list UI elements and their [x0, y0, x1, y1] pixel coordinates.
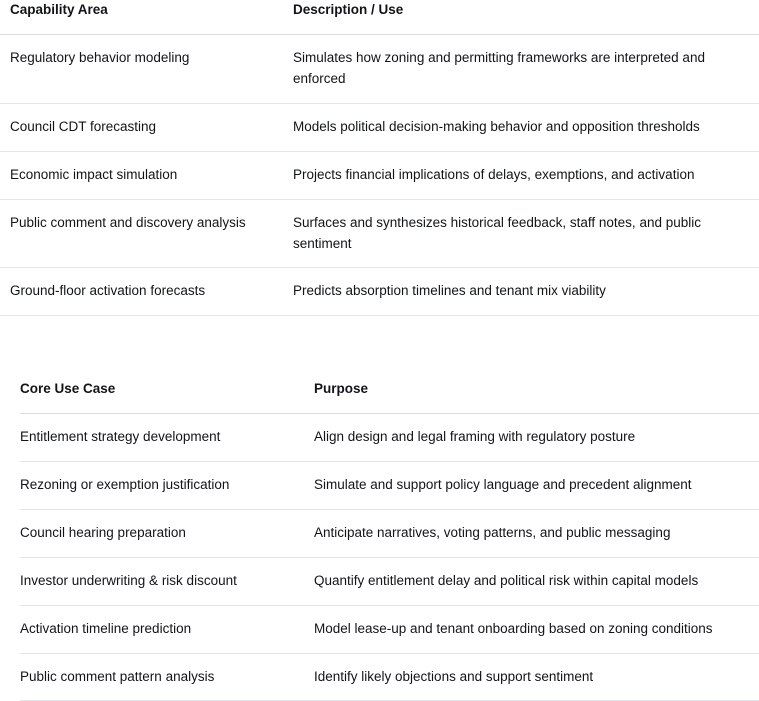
cell-purpose: Align design and legal framing with regulatory posture: [314, 413, 759, 461]
cell-core-use-case: Investor underwriting & risk discount: [20, 557, 314, 605]
table-row: [0, 199, 759, 268]
table-row: [0, 34, 759, 103]
cell-description: Simulates how zoning and permitting frameworks are interpreted and enforced: [293, 34, 759, 103]
cell-purpose: Model lease-up and tenant onboarding based on zoning conditions: [314, 605, 759, 653]
column-header-capability-area: Capability Area: [0, 0, 293, 34]
table-row: [20, 461, 759, 509]
cell-core-use-case: Public comment pattern analysis: [20, 653, 314, 701]
cell-description: Surfaces and synthesizes historical feedback, staff notes, and public sentiment: [293, 199, 759, 268]
table-row: [20, 653, 759, 701]
table-row: [0, 103, 759, 151]
table-block-core-use-case: [0, 379, 759, 701]
cell-capability-area: Regulatory behavior modeling: [0, 34, 293, 103]
cell-core-use-case: Entitlement strategy development: [20, 413, 314, 461]
cell-purpose: Simulate and support policy language and precedent alignment: [314, 461, 759, 509]
column-header-core-use-case: Core Use Case: [20, 379, 314, 413]
cell-core-use-case: Rezoning or exemption justification: [20, 461, 314, 509]
cell-purpose: Quantify entitlement delay and political risk within capital models: [314, 557, 759, 605]
capability-area-table: [0, 0, 759, 316]
table-row: [20, 413, 759, 461]
table-row: [20, 509, 759, 557]
column-header-purpose: Purpose: [314, 379, 759, 413]
table-row: [0, 268, 759, 316]
cell-description: Predicts absorption timelines and tenant mix viability: [293, 268, 759, 316]
table-block-capability-area: [0, 0, 759, 316]
cell-capability-area: Ground-floor activation forecasts: [0, 268, 293, 316]
cell-description: Projects financial implications of delays, exemptions, and activation: [293, 151, 759, 199]
cell-capability-area: Council CDT forecasting: [0, 103, 293, 151]
cell-capability-area: Public comment and discovery analysis: [0, 199, 293, 268]
cell-description: Models political decision-making behavior and opposition thresholds: [293, 103, 759, 151]
table-header-row: [0, 0, 759, 34]
table-row: [0, 151, 759, 199]
table-header-row: [20, 379, 759, 413]
column-header-description-use: Description / Use: [293, 0, 759, 34]
table-row: [20, 557, 759, 605]
cell-core-use-case: Activation timeline prediction: [20, 605, 314, 653]
cell-capability-area: Economic impact simulation: [0, 151, 293, 199]
cell-core-use-case: Council hearing preparation: [20, 509, 314, 557]
core-use-case-table: [20, 379, 759, 701]
cell-purpose: Anticipate narratives, voting patterns, and public messaging: [314, 509, 759, 557]
table-row: [20, 605, 759, 653]
cell-purpose: Identify likely objections and support sentiment: [314, 653, 759, 701]
